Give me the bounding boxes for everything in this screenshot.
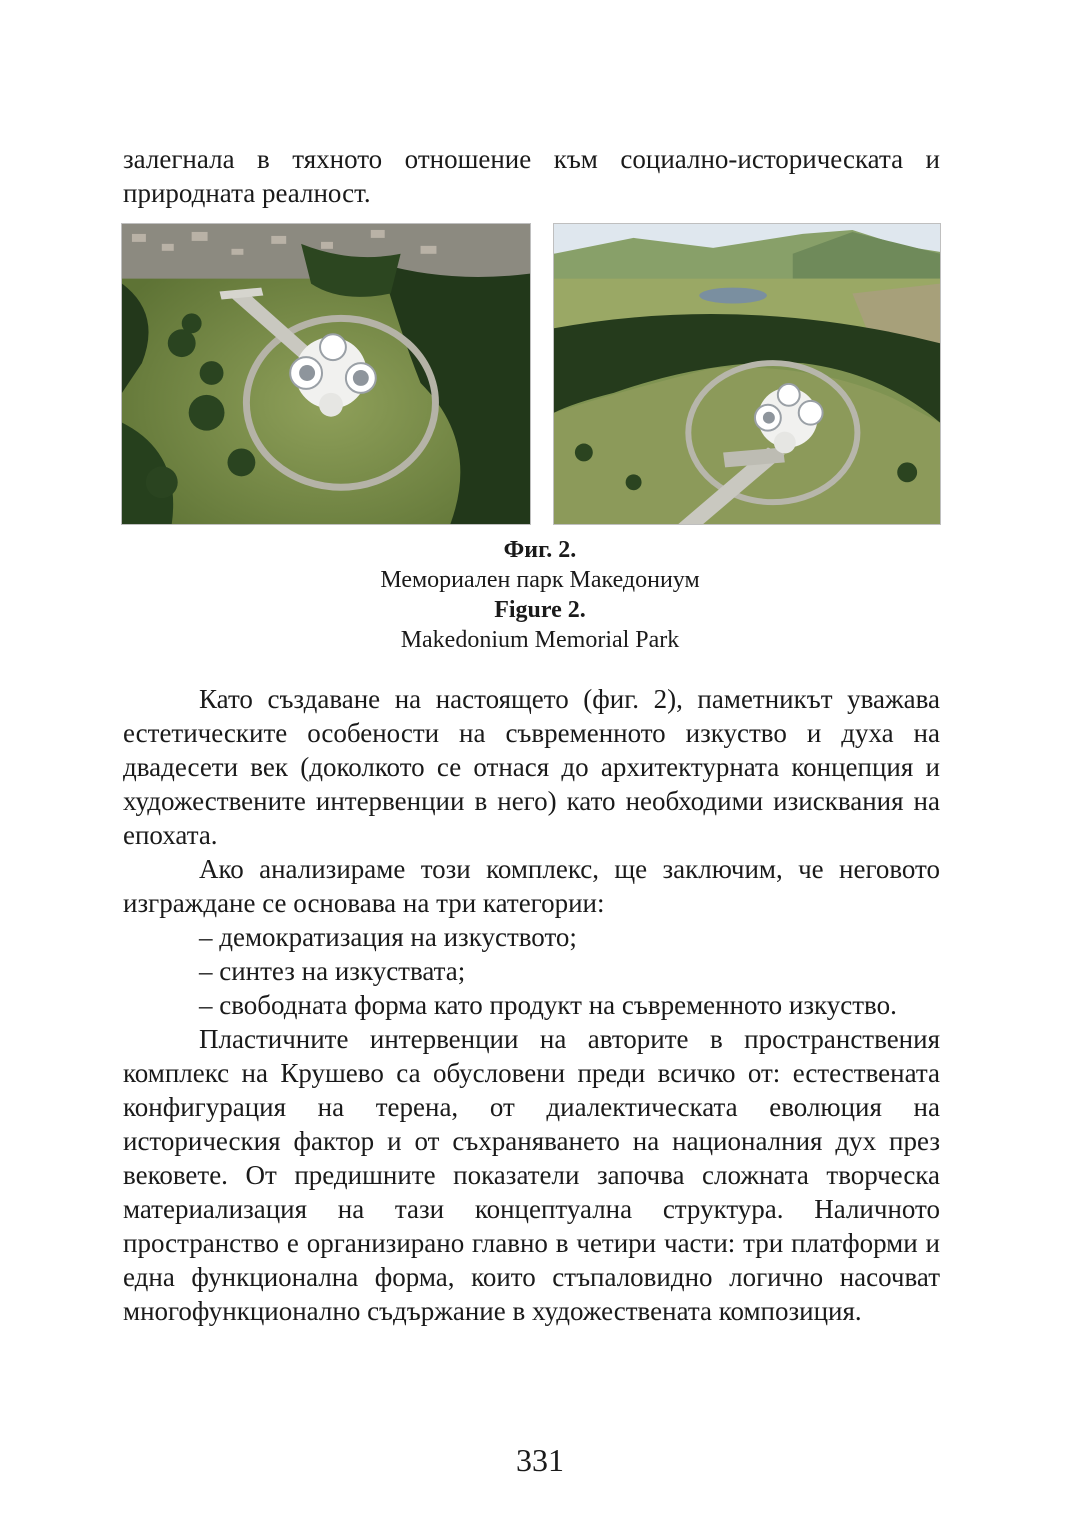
figure-label-bg: Фиг. 2. bbox=[503, 537, 577, 563]
paragraph-2: Ако анализираме този комплекс, ще заключим, че неговото изграждане се основава на три категории: bbox=[123, 854, 940, 918]
figure-2-photos bbox=[121, 223, 941, 525]
intro-paragraph: залегнала в тяхното отношение към социално-историческата и природната реалност. bbox=[123, 144, 940, 208]
figure-label-en: Figure 2. bbox=[494, 597, 586, 623]
figure-title-bg: Мемориален парк Македониум bbox=[380, 567, 700, 593]
paragraph-1: Като създаване на настоящето (фиг. 2), паметникът уважава естетическите особености на съвременното изкуство и духа на двадесети век (доколкото се отнася до архитектурната концепция и художествените интервенции в него) като необходими изисквания на епохата. bbox=[123, 684, 940, 850]
list-item: – синтез на изкуствата; bbox=[199, 956, 466, 986]
paragraph-3: Пластичните интервенции на авторите в пространствения комплекс на Крушево са обусловени преди всичко от: естествената конфигурация на терена, от диалектическата еволюция на историческия фактор и от съхраняването на националния дух през вековете. От предишните показатели започва сложната творческа материализация на тази концептуална структура. Наличното пространство е организирано главно в четири части: три платформи и една функционална форма, които стъпаловидно логично насочват многофункционално съдържание в художествената композиция. bbox=[123, 1024, 940, 1326]
list-item: – демократизация на изкуството; bbox=[199, 922, 577, 952]
memorial-aerial-photo-right bbox=[553, 223, 941, 525]
intro-text-block bbox=[123, 142, 940, 210]
page-number: 331 bbox=[516, 1442, 564, 1478]
body-text-block bbox=[123, 682, 940, 1328]
figure-title-en: Makedonium Memorial Park bbox=[400, 627, 680, 653]
memorial-aerial-photo-left bbox=[121, 223, 531, 525]
figure-caption bbox=[0, 535, 1080, 655]
list-item: – свободната форма като продукт на съвременното изкуство. bbox=[199, 990, 897, 1020]
